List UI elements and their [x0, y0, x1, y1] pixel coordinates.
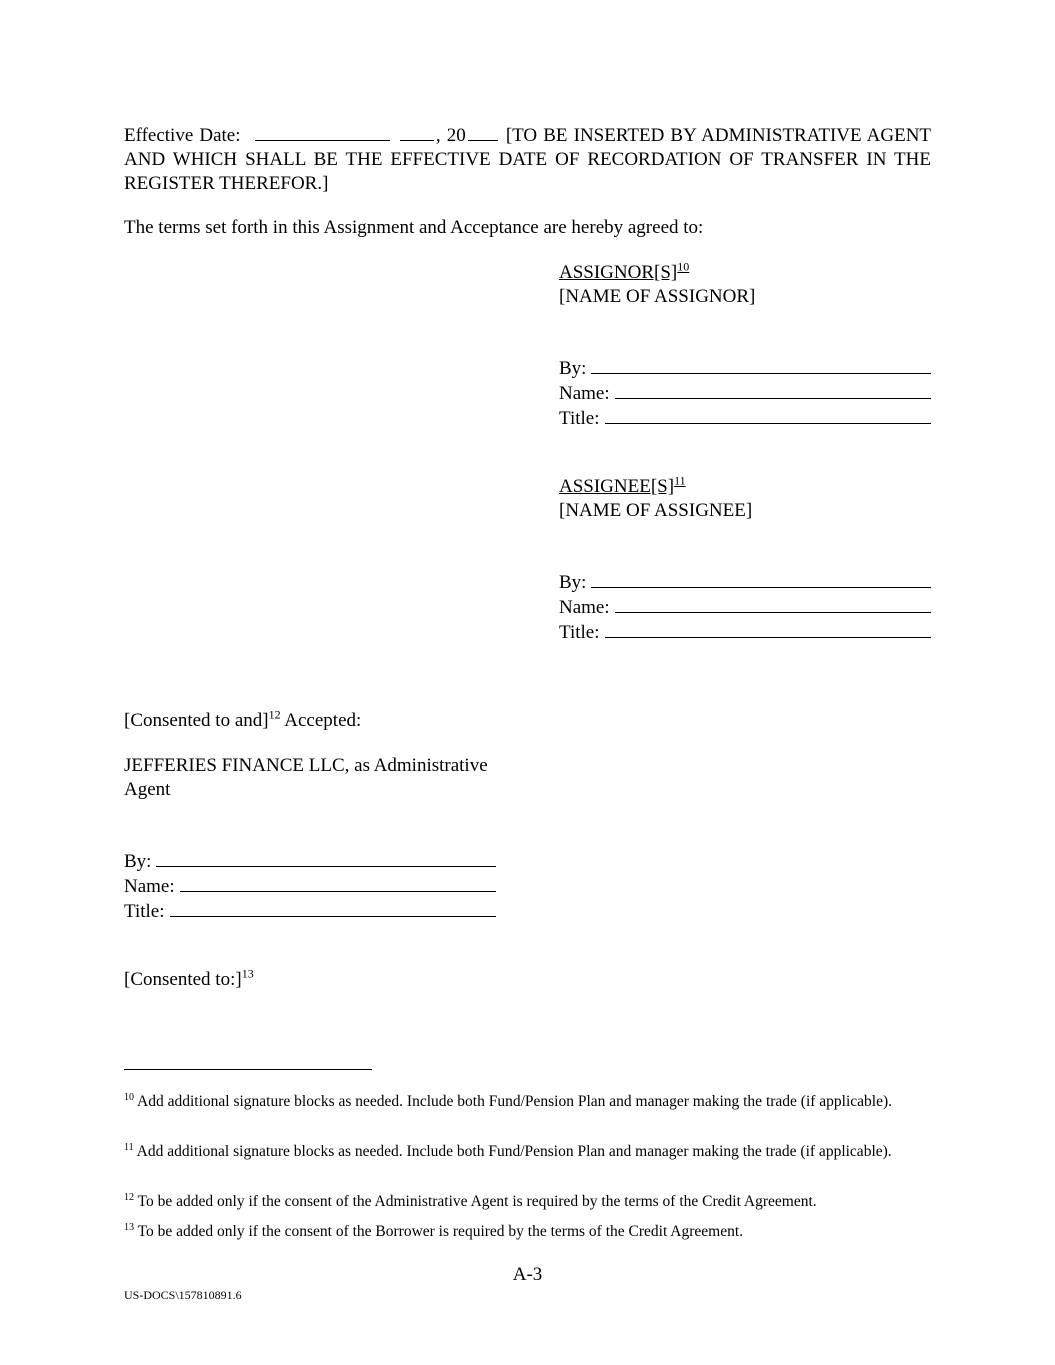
effective-date-note: [TO BE INSERTED BY ADMINISTRATIVE AGENT AND WHICH SHALL BE THE EFFECTIVE DATE OF RECORDATION OF TRANSFER IN THE REGISTER THEREFOR.]	[124, 125, 932, 194]
date-blank-day	[400, 139, 434, 141]
name-field	[615, 595, 931, 613]
footnote-ref: 11	[674, 473, 686, 488]
year-prefix: , 20	[435, 125, 466, 146]
date-blank-year	[468, 139, 498, 141]
assignor-name-placeholder: [NAME OF ASSIGNOR]	[559, 286, 756, 307]
consent-accepted-heading: [Consented to and]$^{12}$ Accepted:	[124, 707, 362, 731]
assignee-name-placeholder: [NAME OF ASSIGNEE]	[559, 500, 753, 521]
footnote-10: $^{10}$ Add additional signature blocks as needed. Include both Fund/Pension Plan and manager making the trade (if applicable).	[124, 1091, 893, 1110]
assignee-heading: $ASSIGNEE[S]^{11}$	[559, 473, 686, 497]
footnote-12: $^{12}$ To be added only if the consent of the Administrative Agent is required by the terms of the Credit Agreement.	[124, 1191, 817, 1210]
assignee-title-line: Title:	[559, 620, 931, 645]
assignor-by-line: By:	[559, 356, 931, 381]
date-blank-month	[255, 139, 390, 141]
title-field	[605, 620, 932, 638]
effective-date-paragraph	[124, 124, 931, 196]
agent-name-line: Name:	[124, 874, 496, 899]
signature-field	[591, 570, 931, 588]
footnote-13: $^{13}$ To be added only if the consent of the Borrower is required by the terms of the Credit Agreement.	[124, 1221, 744, 1240]
footnote-ref: 12	[268, 707, 281, 722]
footnote-ref: 13	[241, 966, 254, 981]
agent-title-line: Title:	[124, 899, 496, 924]
assignor-signature-lines	[559, 356, 931, 431]
name-field	[180, 874, 496, 892]
terms-agreed-text: The terms set forth in this Assignment and Acceptance are hereby agreed to:	[124, 217, 704, 238]
effective-date-label: Effective Date:	[124, 125, 241, 146]
assignor-heading: $ASSIGNOR[S]^{10}$	[559, 259, 690, 283]
footnote-11: $^{11}$ Add additional signature blocks as needed. Include both Fund/Pension Plan and manager making the trade (if applicable).	[124, 1141, 892, 1160]
agent-signature-lines	[124, 849, 496, 924]
consented-to-heading: [Consented to:]$^{13}$	[124, 966, 254, 990]
assignor-name-line: Name:	[559, 381, 931, 406]
signature-field	[591, 356, 931, 374]
document-id: US-DOCS\157810891.6	[124, 1288, 242, 1302]
administrative-agent-name: JEFFERIES FINANCE LLC, as Administrative Agent	[124, 755, 488, 800]
page-number: A-3	[512, 1264, 543, 1285]
assignee-by-line: By:	[559, 570, 931, 595]
title-field	[170, 899, 497, 917]
signature-field	[156, 849, 496, 867]
footnote-ref: 10	[677, 259, 690, 274]
assignee-signature-lines	[559, 570, 931, 645]
title-field	[605, 406, 932, 424]
footnote-separator	[124, 1069, 372, 1070]
name-field	[615, 381, 931, 399]
assignor-block	[559, 261, 931, 309]
assignor-title-line: Title:	[559, 406, 931, 431]
assignee-name-line: Name:	[559, 595, 931, 620]
agent-by-line: By:	[124, 849, 496, 874]
assignee-block	[559, 475, 931, 523]
